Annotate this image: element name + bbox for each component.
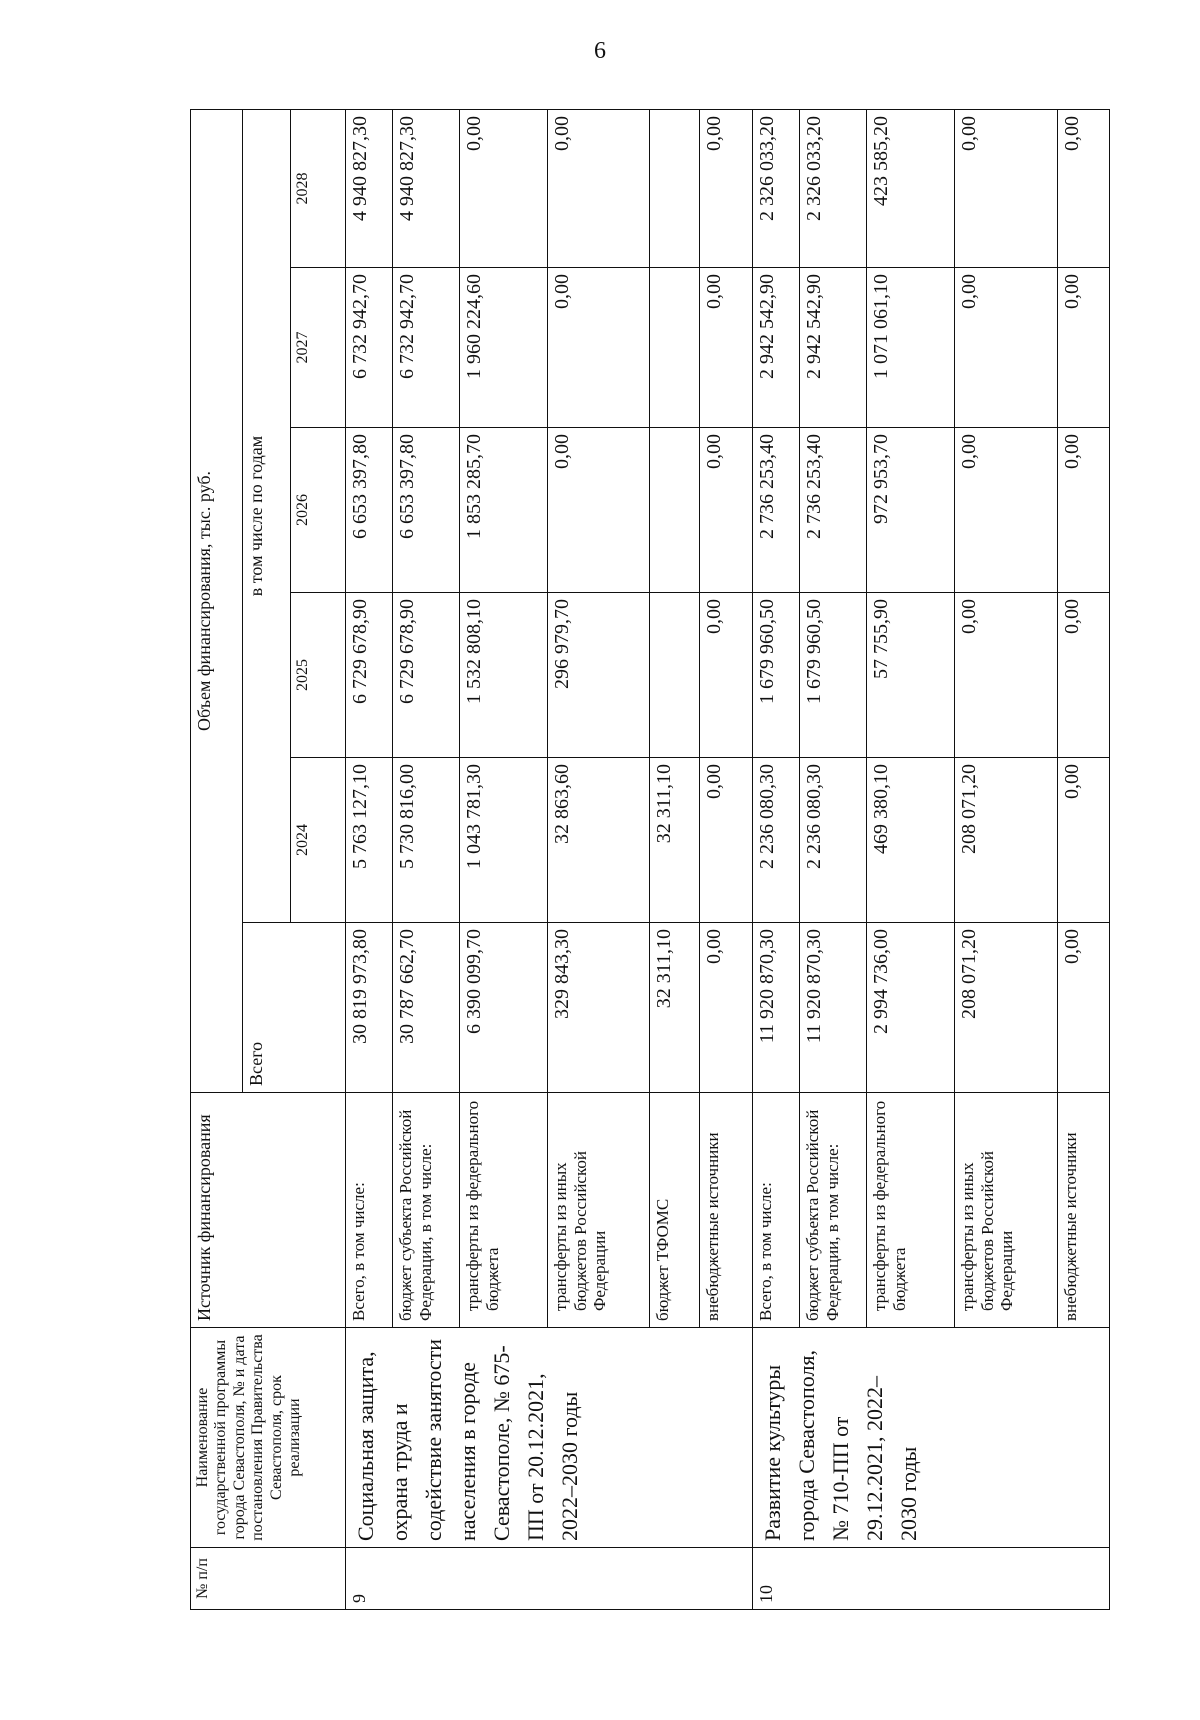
funding-value: 2 994 736,00: [867, 923, 955, 1093]
funding-value: 2 942 542,90: [752, 268, 800, 428]
funding-value: 32 311,10: [650, 758, 700, 923]
funding-value: 0,00: [955, 428, 1057, 593]
header-year-2026: 2026: [290, 428, 345, 593]
funding-value: [650, 593, 700, 758]
funding-value: 2 236 080,30: [752, 758, 800, 923]
funding-value: [650, 110, 700, 268]
funding-value: 0,00: [700, 923, 752, 1093]
rotated-table-wrapper: [190, 110, 1110, 1610]
funding-value: [650, 268, 700, 428]
funding-value: 4 940 827,30: [345, 110, 393, 268]
funding-value: 0,00: [700, 428, 752, 593]
funding-value: 30 819 973,80: [345, 923, 393, 1093]
funding-value: 0,00: [548, 110, 650, 268]
funding-value: 6 729 678,90: [393, 593, 460, 758]
funding-value: 30 787 662,70: [393, 923, 460, 1093]
funding-value: 1 853 285,70: [460, 428, 548, 593]
funding-value: 6 729 678,90: [345, 593, 393, 758]
funding-value: 6 653 397,80: [393, 428, 460, 593]
funding-source: трансферты из федерального бюджета: [460, 1093, 548, 1328]
funding-value: 0,00: [1057, 268, 1109, 428]
header-year-2027: 2027: [290, 268, 345, 428]
funding-value: 32 863,60: [548, 758, 650, 923]
funding-source: трансферты из иных бюджетов Российской Федерации: [548, 1093, 650, 1328]
header-year-2028: 2028: [290, 110, 345, 268]
funding-value: 208 071,20: [955, 758, 1057, 923]
funding-value: 2 942 542,90: [800, 268, 867, 428]
funding-source: внебюджетные источники: [1057, 1093, 1109, 1328]
header-num: № п/п: [191, 1548, 346, 1610]
funding-source: трансферты из иных бюджетов Российской Федерации: [955, 1093, 1057, 1328]
funding-source: бюджет субъекта Российской Федерации, в том числе:: [800, 1093, 867, 1328]
page-number: 6: [594, 38, 606, 64]
funding-value: 2 736 253,40: [800, 428, 867, 593]
funding-value: [650, 428, 700, 593]
funding-value: 0,00: [955, 268, 1057, 428]
funding-value: 0,00: [955, 110, 1057, 268]
funding-value: 0,00: [700, 110, 752, 268]
funding-value: 1 043 781,30: [460, 758, 548, 923]
rotated-table-frame: [190, 110, 1110, 1610]
funding-value: 6 653 397,80: [345, 428, 393, 593]
funding-source: бюджет ТФОМС: [650, 1093, 700, 1328]
funding-value: 5 763 127,10: [345, 758, 393, 923]
funding-value: 0,00: [700, 268, 752, 428]
funding-value: 2 326 033,20: [800, 110, 867, 268]
funding-value: 0,00: [700, 593, 752, 758]
funding-value: 0,00: [1057, 110, 1109, 268]
table-body: [345, 110, 1109, 1610]
header-program: Наименование государственной программы города Севастополя, № и дата постановления Правительства Севастополя, срок реализации: [191, 1328, 346, 1548]
funding-value: 57 755,90: [867, 593, 955, 758]
funding-value: 11 920 870,30: [800, 923, 867, 1093]
header-volume: Объем финансирования, тыс. руб.: [191, 110, 243, 1093]
funding-value: 972 953,70: [867, 428, 955, 593]
funding-source: трансферты из федерального бюджета: [867, 1093, 955, 1328]
funding-value: 6 732 942,70: [345, 268, 393, 428]
funding-value: 423 585,20: [867, 110, 955, 268]
funding-value: 1 960 224,60: [460, 268, 548, 428]
funding-value: 1 679 960,50: [800, 593, 867, 758]
funding-value: 208 071,20: [955, 923, 1057, 1093]
header-year-2025: 2025: [290, 593, 345, 758]
funding-value: 1 532 808,10: [460, 593, 548, 758]
funding-source: Всего, в том числе:: [345, 1093, 393, 1328]
funding-value: 5 730 816,00: [393, 758, 460, 923]
funding-value: 0,00: [1057, 428, 1109, 593]
funding-value: 0,00: [1057, 593, 1109, 758]
program-number: 9: [345, 1548, 752, 1610]
funding-value: 0,00: [548, 268, 650, 428]
table-row: [345, 110, 393, 1610]
header-year-2024: 2024: [290, 758, 345, 923]
funding-value: 4 940 827,30: [393, 110, 460, 268]
funding-value: 32 311,10: [650, 923, 700, 1093]
funding-value: 0,00: [460, 110, 548, 268]
header-source: Источник финансирования: [191, 1093, 346, 1328]
header-total: Всего: [243, 923, 345, 1093]
funding-value: 1 071 061,10: [867, 268, 955, 428]
funding-value: 0,00: [955, 593, 1057, 758]
funding-value: 469 380,10: [867, 758, 955, 923]
table-row: [752, 110, 800, 1610]
financing-table: [190, 109, 1110, 1610]
funding-value: 0,00: [700, 758, 752, 923]
funding-value: 1 679 960,50: [752, 593, 800, 758]
funding-source: Всего, в том числе:: [752, 1093, 800, 1328]
funding-value: 2 326 033,20: [752, 110, 800, 268]
header-by-years: в том числе по годам: [243, 110, 291, 923]
funding-source: внебюджетные источники: [700, 1093, 752, 1328]
program-name: Развитие культуры города Севастополя, № 710-ПП от 29.12.2021, 2022–2030 годы: [752, 1328, 1109, 1548]
funding-value: 6 390 099,70: [460, 923, 548, 1093]
funding-value: 329 843,30: [548, 923, 650, 1093]
funding-value: 0,00: [548, 428, 650, 593]
funding-value: 0,00: [1057, 923, 1109, 1093]
program-name: Социальная защита, охрана труда и содействие занятости населения в городе Севастополе, № 675-ПП от 20.12.2021, 2022–2030 годы: [345, 1328, 752, 1548]
program-number: 10: [752, 1548, 1109, 1610]
funding-value: 2 736 253,40: [752, 428, 800, 593]
funding-value: 296 979,70: [548, 593, 650, 758]
funding-value: 2 236 080,30: [800, 758, 867, 923]
funding-source: бюджет субъекта Российской Федерации, в том числе:: [393, 1093, 460, 1328]
funding-value: 0,00: [1057, 758, 1109, 923]
funding-value: 11 920 870,30: [752, 923, 800, 1093]
funding-value: 6 732 942,70: [393, 268, 460, 428]
